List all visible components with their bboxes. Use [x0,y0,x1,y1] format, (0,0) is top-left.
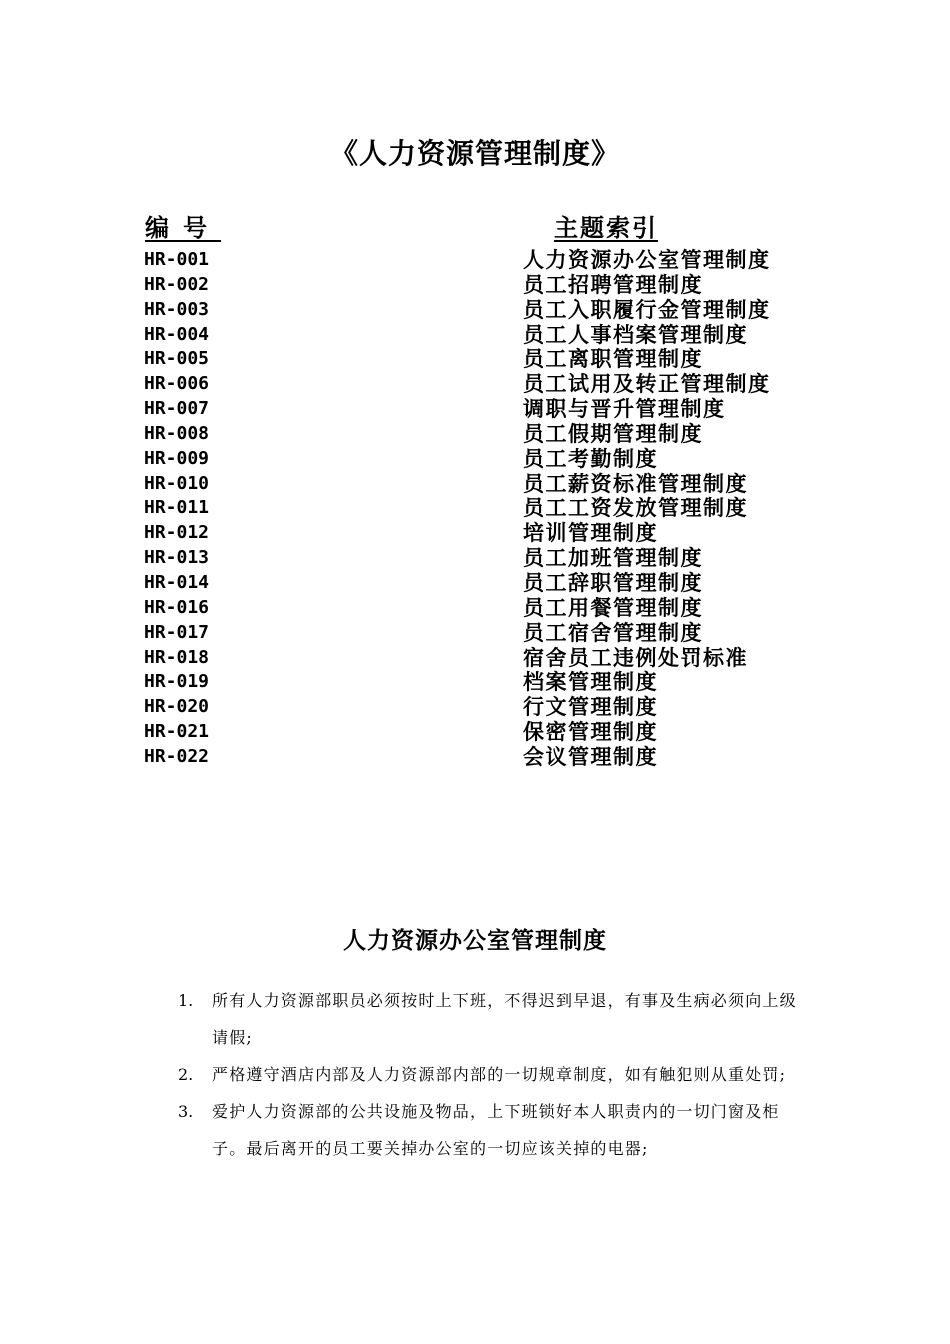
index-topic: 会议管理制度 [523,743,658,769]
index-topic: 员工人事档案管理制度 [523,321,748,347]
index-row [0,496,950,521]
index-code: HR-021 [144,721,210,743]
index-code: HR-019 [144,671,210,693]
index-topic: 员工招聘管理制度 [523,271,703,297]
index-topic: 人力资源办公室管理制度 [523,247,771,272]
topic-column-header: 主题索引 [554,213,658,242]
index-code: HR-012 [144,522,210,544]
index-code: HR-016 [144,596,210,618]
rule-text: 所有人力资源部职员必须按时上下班，不得迟到早退，有事及生病必须向上级请假; [212,991,797,1047]
index-topic: 行文管理制度 [523,694,658,720]
index-row [0,372,950,397]
rule-item [0,1056,950,1093]
index-topic: 宿舍员工违例处罚标准 [523,644,748,670]
index-code: HR-020 [144,696,210,718]
rule-text: 严格遵守酒店内部及人力资源部内部的一切规章制度，如有触犯则从重处罚; [212,1065,787,1084]
index-topic: 员工薪资标准管理制度 [523,470,748,496]
index-row [0,695,950,720]
index-code: HR-014 [144,571,210,593]
index-row [0,472,950,497]
index-code: HR-006 [144,373,210,395]
index-code: HR-017 [144,621,210,643]
index-code: HR-007 [144,398,210,420]
rule-item [0,982,950,1056]
index-row [0,571,950,596]
index-topic: 调职与晋升管理制度 [523,396,726,422]
index-row [0,248,950,273]
document-title: 《人力资源管理制度》 [329,137,620,170]
index-row [0,397,950,422]
index-code: HR-003 [144,298,210,320]
index-topic: 员工宿舍管理制度 [523,619,703,645]
index-topic: 员工辞职管理制度 [523,569,703,595]
index-topic: 员工离职管理制度 [523,346,703,372]
index-topic: 保密管理制度 [523,719,658,745]
index-topic: 员工试用及转正管理制度 [523,371,771,397]
index-row [0,447,950,472]
index-row [0,546,950,571]
index-row [0,596,950,621]
index-row [0,670,950,695]
index-topic: 员工加班管理制度 [523,545,703,571]
index-row [0,298,950,323]
index-row [0,521,950,546]
index-code: HR-005 [144,348,210,370]
index-row [0,323,950,348]
index-row [0,621,950,646]
index-code: HR-004 [144,323,210,345]
index-code: HR-001 [144,249,210,270]
index-code: HR-022 [144,745,210,767]
rule-number: 3. [178,1102,194,1121]
policy-index-list [0,248,950,770]
index-code: HR-002 [144,273,210,295]
index-code: HR-018 [144,646,210,668]
index-row [0,273,950,298]
section-title: 人力资源办公室管理制度 [343,927,607,954]
index-code: HR-013 [144,547,210,569]
rule-item [0,1093,950,1167]
index-row [0,347,950,372]
index-code: HR-009 [144,447,210,469]
index-row [0,646,950,671]
rule-number: 2. [178,1065,194,1084]
index-code: HR-011 [144,497,210,519]
code-column-header: 编号 [145,213,221,242]
index-row [0,745,950,770]
index-row [0,422,950,447]
index-code: HR-010 [144,472,210,494]
index-row [0,720,950,745]
index-topic: 员工入职履行金管理制度 [523,296,771,322]
index-topic: 员工用餐管理制度 [523,594,703,620]
index-topic: 档案管理制度 [523,669,658,695]
rule-text: 爱护人力资源部的公共设施及物品，上下班锁好本人职责内的一切门窗及柜子。最后离开的员工要关掉办公室的一切应该关掉的电器; [212,1102,780,1158]
index-code: HR-008 [144,422,210,444]
index-topic: 员工假期管理制度 [523,420,703,446]
index-topic: 员工工资发放管理制度 [523,495,748,521]
index-topic: 培训管理制度 [523,520,658,546]
index-topic: 员工考勤制度 [523,445,658,471]
rule-number: 1. [178,991,194,1010]
rules-list [0,982,950,1167]
